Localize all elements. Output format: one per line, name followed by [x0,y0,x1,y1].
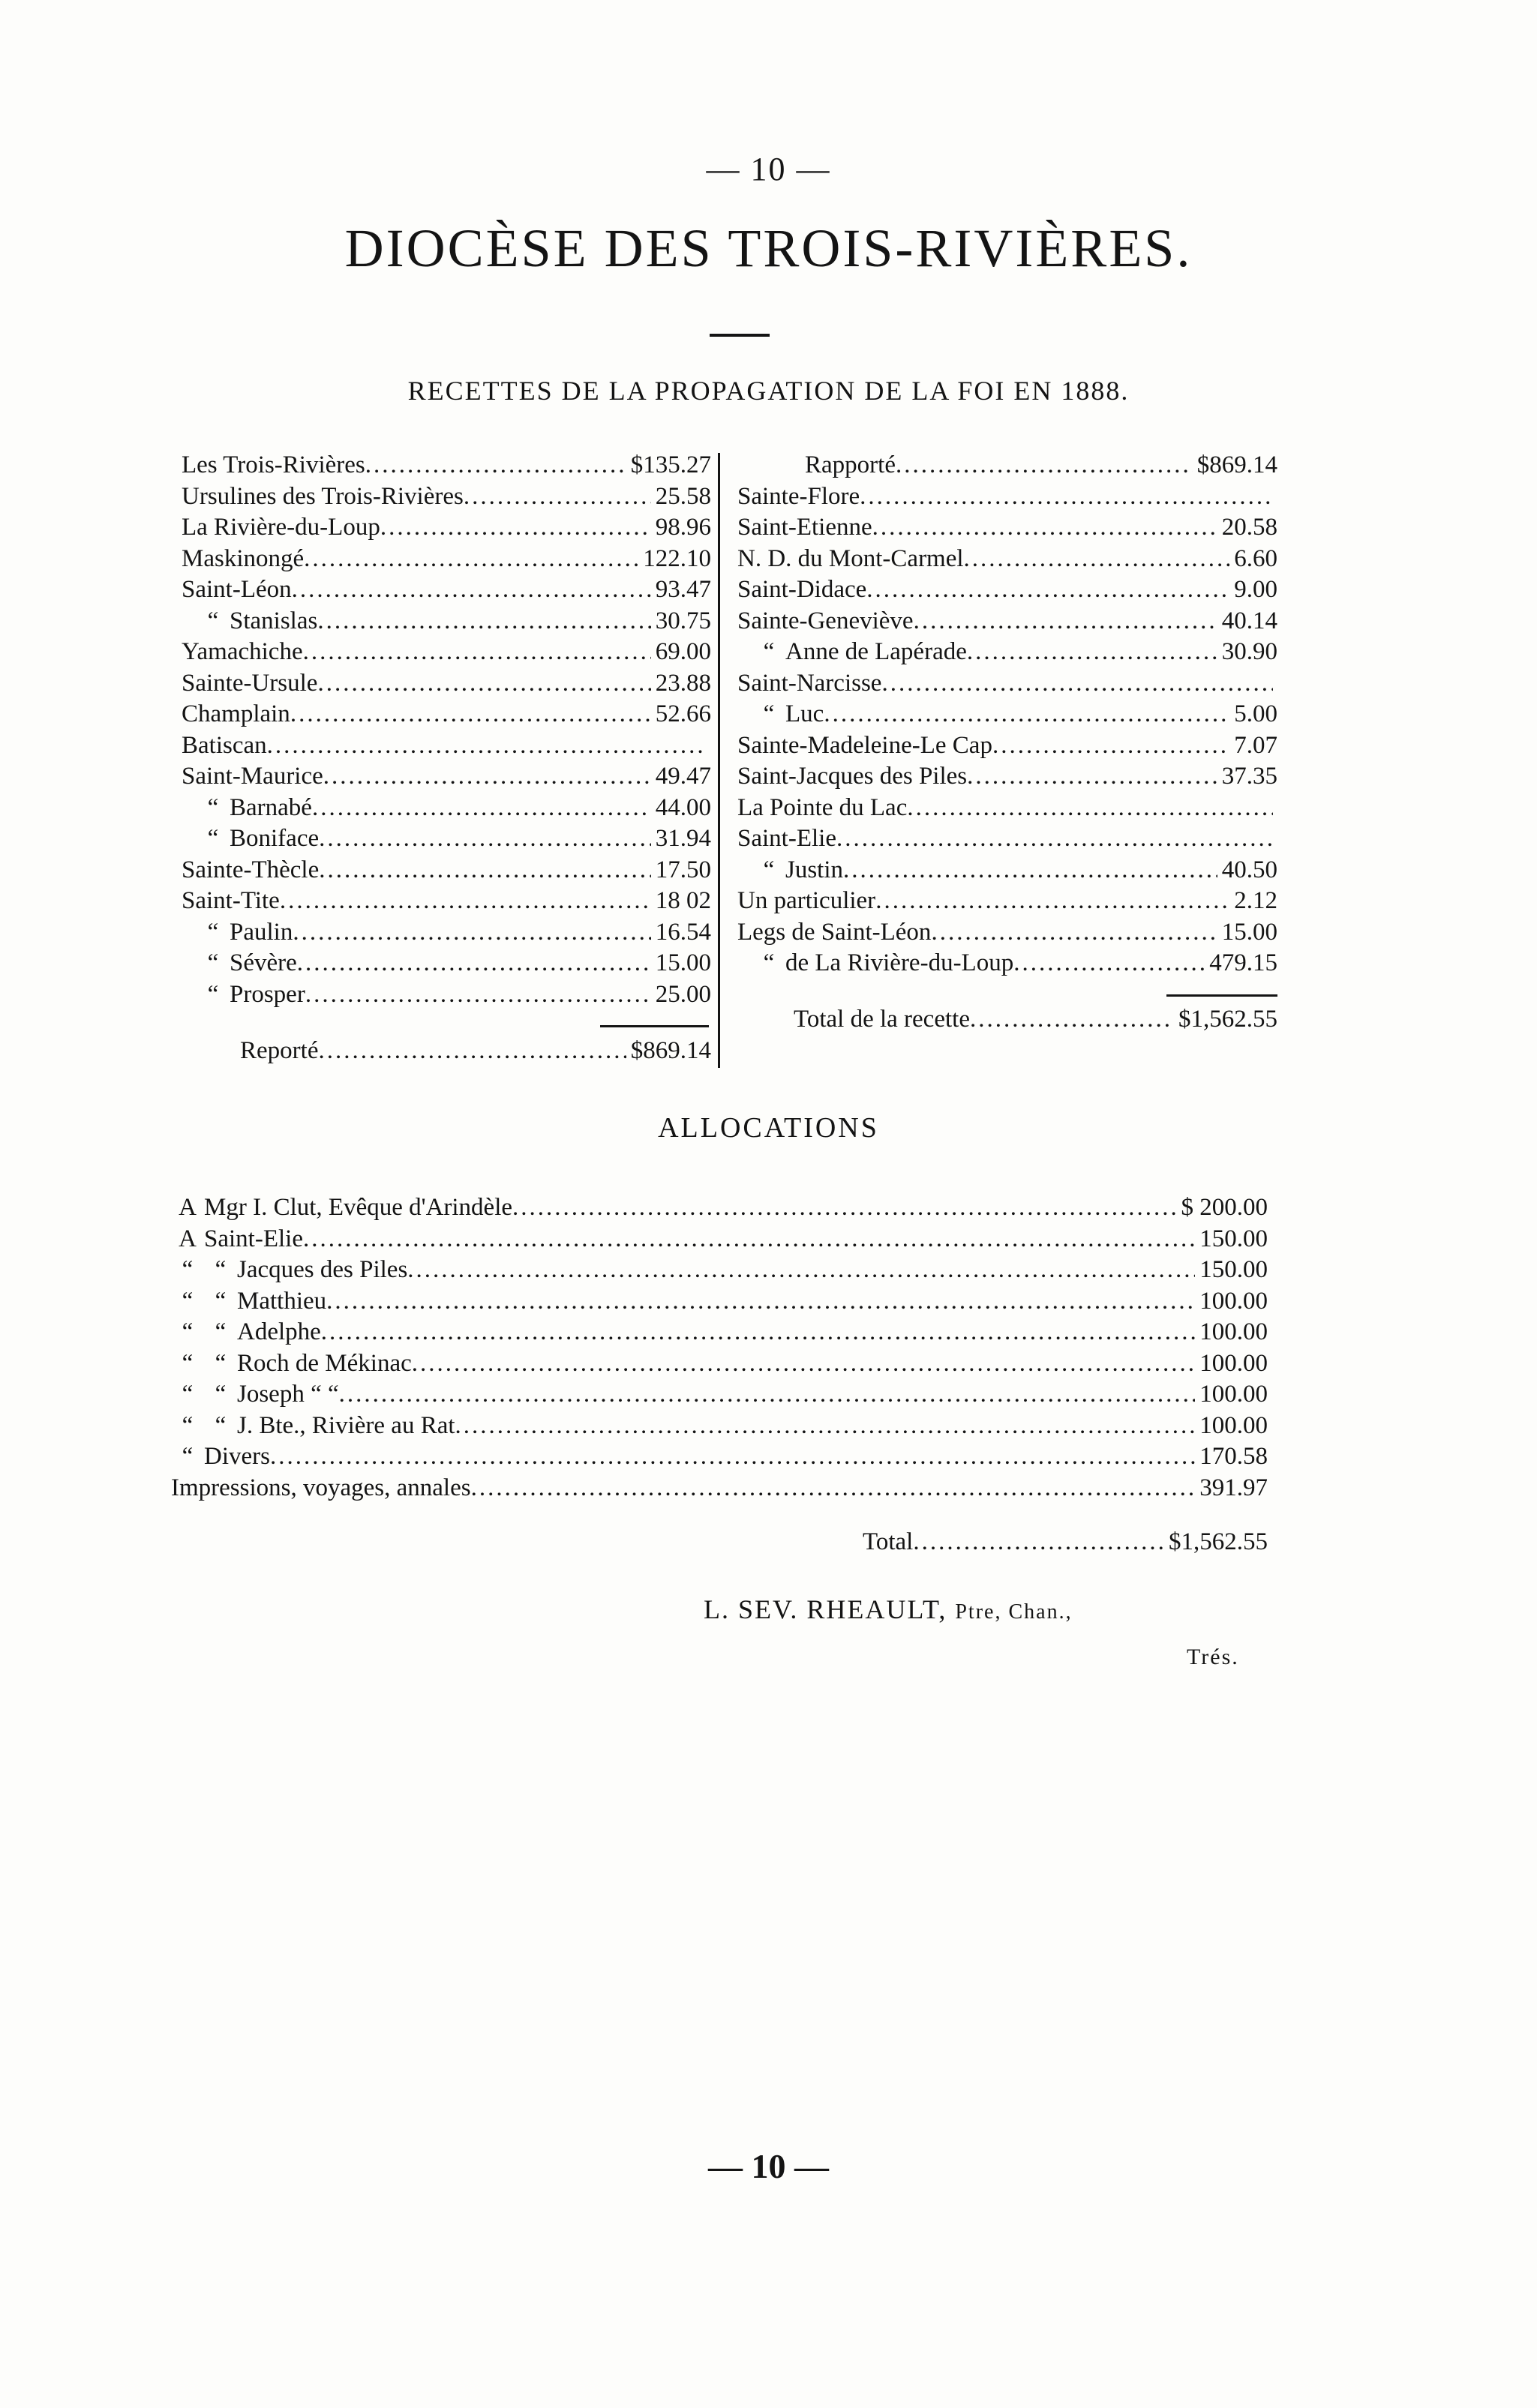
ditto-mark: “ [215,1411,227,1439]
reported-amount: $869.14 [630,1037,711,1064]
receipt-row [737,668,1277,700]
row-prefix: “ [182,1256,194,1283]
receipt-row [182,979,711,1011]
ditto-mark: “ [207,825,219,852]
parish-name: Sévère [230,949,297,976]
receipt-amount: 479.15 [1209,949,1277,976]
page-number-bottom: — 10 — [708,2147,829,2185]
allocation-row [171,1192,1268,1224]
allocation-row [171,1379,1268,1411]
receipt-amount: 52.66 [655,700,711,727]
receipt-row [737,793,1277,824]
receipt-amount: 15.00 [1221,918,1277,946]
parish-name: Saint-Didace [737,576,867,603]
receipt-amount: 5.00 [1234,700,1277,727]
allocation-amount: 150.00 [1199,1225,1268,1252]
receipt-row [737,481,1277,513]
page-title: DIOCÈSE DES TROIS-RIVIÈRES. [344,218,1193,278]
receipt-amount: 25.58 [655,482,711,510]
receipt-amount: 25.00 [655,980,711,1008]
parish-name: N. D. du Mont-Carmel [737,544,964,572]
receipt-amount: $869.14 [1196,451,1277,478]
ditto-mark: “ [215,1287,227,1315]
receipt-amount: 122.10 [643,544,711,572]
parish-name: Sainte-Flore [737,482,860,510]
receipt-row [737,606,1277,637]
parish-name: Sainte-Madeleine-Le Cap [737,731,992,759]
left-sum-rule [600,1025,709,1027]
receipt-row [182,544,711,575]
allocation-name: Saint-Elie [204,1225,303,1252]
parish-name: Maskinongé [182,544,305,572]
parish-name: Legs de Saint-Léon [737,918,932,946]
parish-name: Saint-Maurice [182,763,323,790]
receipt-row [737,512,1277,544]
ditto-mark: “ [763,949,775,976]
receipt-amount: 40.14 [1221,607,1277,634]
receipt-row [182,886,711,917]
receipts-left-column [182,450,711,1010]
receipt-row [182,637,711,668]
receipt-amount: 30.90 [1221,638,1277,665]
receipt-amount: 30.75 [655,607,711,634]
ditto-mark: “ [215,1318,227,1345]
ditto-mark: “ [763,856,775,883]
allocation-amount: 100.00 [1199,1411,1268,1439]
allocation-amount: 170.58 [1199,1443,1268,1470]
receipt-amount: 93.47 [655,576,711,603]
ditto-mark: “ [215,1381,227,1408]
signature-name: L. SEV. RHEAULT, [704,1594,947,1624]
receipt-row [182,761,711,793]
signature-title: Ptre, Chan., [955,1600,1073,1624]
total-receipts-row [794,1004,1277,1036]
row-prefix: “ [182,1443,194,1470]
allocation-amount: 100.00 [1199,1287,1268,1315]
parish-name: Stanislas [230,607,318,634]
parish-name: La Pointe du Lac [737,793,908,821]
total-receipts-amount: $1,562.55 [1178,1006,1277,1033]
receipt-row [182,606,711,637]
row-prefix: “ [182,1381,194,1408]
receipt-amount: 44.00 [655,793,711,821]
receipt-amount: 31.94 [655,825,711,852]
receipts-subtitle: RECETTES DE LA PROPAGATION DE LA FOI EN 1888. [407,376,1130,406]
receipt-row [182,481,711,513]
receipt-row [737,730,1277,762]
allocation-amount: 150.00 [1199,1256,1268,1283]
total-allocations-label: Total [863,1528,914,1555]
receipt-row [737,637,1277,668]
signature-line [704,1594,1073,1625]
ditto-mark: “ [207,918,219,946]
receipt-amount: 49.47 [655,763,711,790]
row-prefix: “ [182,1349,194,1377]
parish-name: de La Rivière-du-Loup [785,949,1014,976]
receipt-row [737,823,1277,855]
receipt-row [182,917,711,949]
receipt-row [737,544,1277,575]
page-number-top: — 10 — [706,151,831,187]
allocation-name: Divers [204,1443,270,1470]
receipt-amount: 2.12 [1234,887,1277,914]
receipt-amount: 37.35 [1221,763,1277,790]
receipt-row [737,855,1277,886]
ditto-mark: “ [215,1256,227,1283]
allocation-amount: 100.00 [1199,1349,1268,1377]
receipt-amount: 17.50 [655,856,711,883]
row-prefix: “ [182,1287,194,1315]
parish-name: Anne de Lapérade [785,638,967,665]
parish-name: Luc [785,700,824,727]
receipt-amount: 23.88 [655,669,711,697]
ditto-mark: “ [763,638,775,665]
allocation-name: Impressions, voyages, annales [171,1474,471,1501]
receipt-row [182,793,711,824]
ditto-mark: “ [207,793,219,821]
parish-name: Sainte-Geneviève [737,607,914,634]
receipt-amount: 9.00 [1234,576,1277,603]
parish-name: Les Trois-Rivières [182,451,365,478]
parish-name: La Rivière-du-Loup [182,514,380,541]
allocations-heading: ALLOCATIONS [658,1112,879,1144]
receipt-amount: $135.27 [630,451,711,478]
allocation-row [171,1473,1268,1504]
parish-name: Prosper [230,980,305,1008]
parish-name: Saint-Tite [182,887,280,914]
receipt-amount: 15.00 [655,949,711,976]
receipt-amount: 6.60 [1234,544,1277,572]
parish-name: Champlain [182,700,290,727]
receipt-row [737,761,1277,793]
parish-name: Saint-Narcisse [737,669,882,697]
receipt-row [737,917,1277,949]
allocation-row [171,1317,1268,1348]
allocation-name: Roch de Mékinac [237,1349,412,1377]
parish-name: Justin [785,856,844,883]
receipt-amount: 16.54 [655,918,711,946]
parish-name: Ursulines des Trois-Rivières [182,482,464,510]
row-prefix: A [179,1225,197,1252]
ditto-mark: “ [207,980,219,1008]
receipt-row [182,730,711,762]
receipt-amount: 40.50 [1221,856,1277,883]
receipt-amount: 69.00 [655,638,711,665]
ditto-mark: “ [763,700,775,727]
receipt-row [182,512,711,544]
allocation-amount: 100.00 [1199,1318,1268,1345]
ditto-mark: “ [207,607,219,634]
allocations-list [171,1192,1268,1504]
allocation-name: Matthieu [237,1287,327,1315]
row-prefix: “ [182,1411,194,1439]
allocation-row [171,1441,1268,1473]
signature-role: Trés. [1187,1645,1239,1669]
right-sum-rule [1166,994,1277,997]
parish-name: Paulin [230,918,293,946]
allocation-amount: $ 200.00 [1181,1194,1268,1221]
receipt-amount: 20.58 [1221,514,1277,541]
receipt-row [182,668,711,700]
receipt-row [737,450,1277,481]
allocation-name: Joseph “ “ [237,1381,339,1408]
parish-name: Yamachiche [182,638,303,665]
parish-name: Sainte-Ursule [182,669,318,697]
parish-name: Saint-Elie [737,825,836,852]
ditto-mark: “ [207,949,219,976]
title-rule [710,334,770,337]
allocation-name: Jacques des Piles [237,1256,408,1283]
column-divider [718,453,720,1068]
total-allocations-row [863,1527,1268,1558]
receipt-row [182,450,711,481]
parish-name: Barnabé [230,793,312,821]
row-prefix: A [179,1194,197,1221]
allocation-row [171,1224,1268,1255]
reported-label: Reporté [240,1037,319,1064]
receipt-row [182,855,711,886]
allocation-row [171,1348,1268,1380]
parish-name: Saint-Léon [182,576,292,603]
allocation-row [171,1286,1268,1318]
receipt-row [737,886,1277,917]
allocation-row [171,1255,1268,1286]
allocation-name: Mgr I. Clut, Evêque d'Arindèle [204,1194,513,1221]
receipt-row [737,699,1277,730]
parish-name: Batiscan [182,731,267,759]
receipt-row [182,823,711,855]
receipt-amount: 18 02 [655,887,711,914]
receipt-row [737,948,1277,979]
allocation-name: J. Bte., Rivière au Rat [237,1411,455,1439]
parish-name: Un particulier [737,887,876,914]
receipt-amount: 98.96 [655,514,711,541]
receipts-right-column [737,450,1277,979]
allocation-row [171,1411,1268,1442]
allocation-name: Adelphe [237,1318,321,1345]
row-prefix: “ [182,1318,194,1345]
total-allocations-amount: $1,562.55 [1169,1528,1268,1555]
allocation-amount: 391.97 [1199,1474,1268,1501]
parish-name: Sainte-Thècle [182,856,320,883]
receipt-row [182,574,711,606]
total-receipts-label: Total de la recette [794,1006,970,1033]
receipt-row [182,948,711,979]
allocation-amount: 100.00 [1199,1381,1268,1408]
receipt-row [182,699,711,730]
parish-name: Boniface [230,825,320,852]
ditto-mark: “ [215,1349,227,1377]
parish-name: Saint-Etienne [737,514,872,541]
receipt-row [737,574,1277,606]
reported-left-row [240,1036,711,1067]
parish-name: Saint-Jacques des Piles [737,763,968,790]
parish-name: Rapporté [805,451,896,478]
receipt-amount: 7.07 [1234,731,1277,759]
